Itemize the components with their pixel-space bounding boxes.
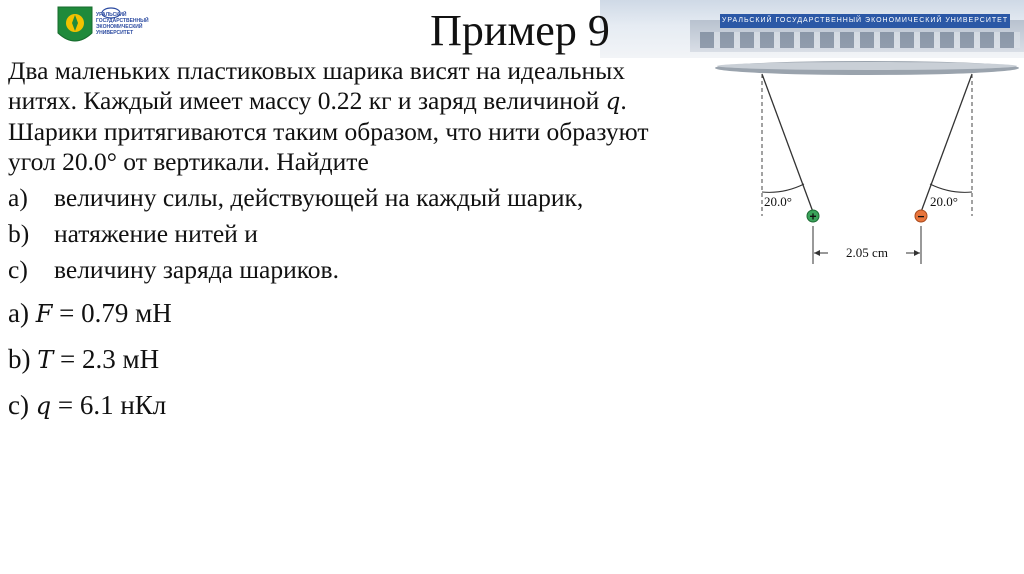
answer-label: b)	[8, 344, 31, 374]
question-label: a)	[8, 183, 28, 212]
answer-label: c)	[8, 390, 29, 420]
question-label: b)	[8, 219, 30, 248]
negative-charge-sign: −	[917, 209, 925, 224]
answer-value: = 2.3 мН	[60, 344, 160, 374]
question-item	[8, 255, 698, 285]
slide-content	[8, 56, 698, 423]
left-angle-label: 20.0°	[764, 194, 792, 209]
question-item	[8, 183, 698, 213]
banner-sign: УРАЛЬСКИЙ ГОСУДАРСТВЕННЫЙ ЭКОНОМИЧЕСКИЙ УНИВЕРСИТЕТ	[720, 14, 1010, 28]
answer-label: a)	[8, 298, 29, 328]
answer-line	[8, 342, 698, 377]
right-angle-label: 20.0°	[930, 194, 958, 209]
answer-line	[8, 296, 698, 331]
question-text: величину силы, действующей на каждый шарик,	[54, 183, 584, 212]
charge-symbol: q	[605, 89, 621, 115]
positive-charge-sign: +	[809, 209, 817, 224]
question-text: натяжение нитей и	[54, 219, 258, 248]
question-item	[8, 219, 698, 249]
answer-value: = 6.1 нКл	[57, 390, 167, 420]
answer-line	[8, 388, 698, 423]
pendulum-diagram	[712, 56, 1022, 276]
problem-statement	[8, 56, 698, 177]
left-thread	[762, 74, 813, 212]
slide-title: Пример 9	[430, 6, 610, 55]
distance-label: 2.05 cm	[846, 245, 888, 260]
building-windows	[700, 32, 1020, 48]
question-label: c)	[8, 255, 28, 284]
left-angle-arc	[762, 184, 804, 192]
answer-symbol: q	[35, 392, 52, 420]
problem-text-part2: . Шарики притягиваются таким образом, что нити образуют угол 20.0° от вертикали. Найдите	[8, 86, 649, 176]
question-text: величину заряда шариков.	[54, 255, 339, 284]
answer-symbol: T	[37, 346, 54, 374]
answer-symbol: F	[35, 300, 53, 328]
answer-value: = 0.79 мН	[59, 298, 172, 328]
right-thread	[921, 74, 972, 212]
right-angle-arc	[930, 184, 972, 192]
problem-text-part1: Два маленьких пластиковых шарика висят на идеальных нитях. Каждый имеет массу 0.22 кг и заряд величиной	[8, 56, 626, 115]
logo-caption: УРАЛЬСКИЙ ГОСУДАРСТВЕННЫЙ ЭКОНОМИЧЕСКИЙ УНИВЕРСИТЕТ	[96, 12, 149, 36]
